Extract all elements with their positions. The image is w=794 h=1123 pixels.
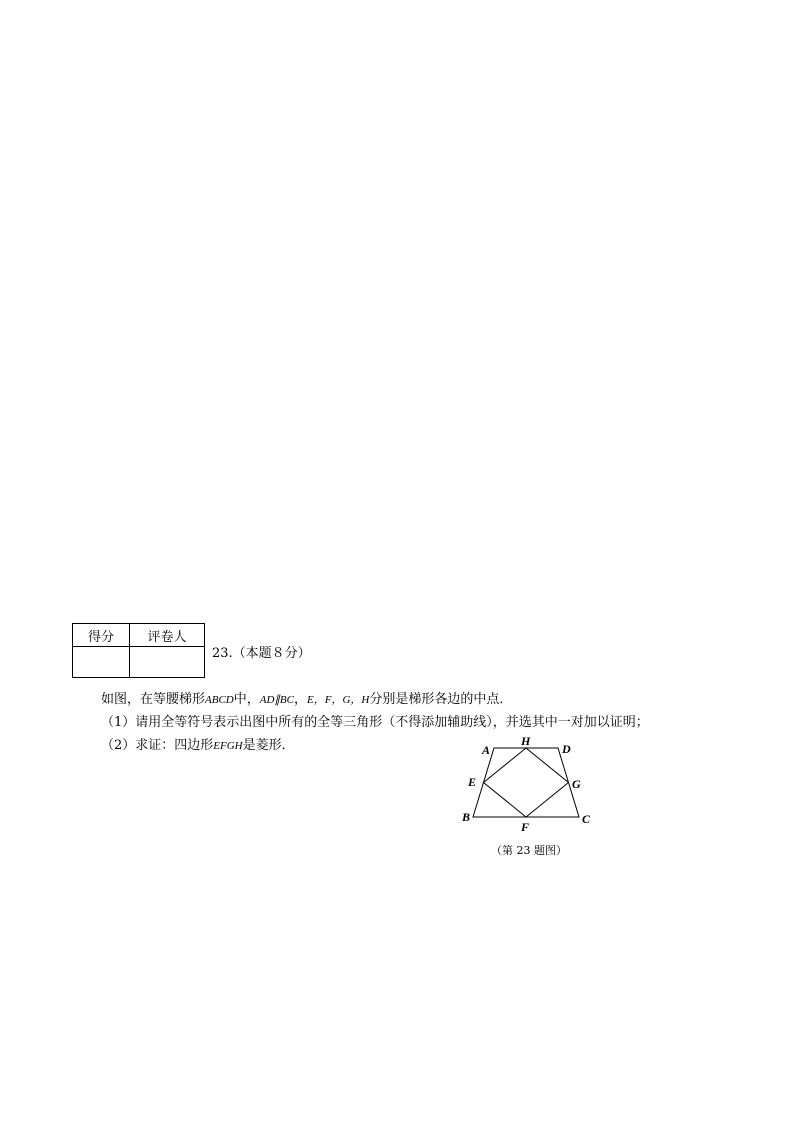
part2-suffix: 是菱形． xyxy=(242,738,295,753)
score-header: 得分 xyxy=(73,624,130,647)
intro-suffix: 分别是梯形各边的中点． xyxy=(369,692,513,707)
label-d: D xyxy=(562,742,571,756)
intro-trapezoid: ABCD xyxy=(205,694,234,706)
trapezoid-abcd xyxy=(473,748,579,817)
rhombus-efgh xyxy=(484,748,569,817)
question-part2 xyxy=(101,734,295,753)
intro-mid: 中， xyxy=(233,692,260,707)
intro-prefix: 如图，在等腰梯形 xyxy=(101,692,206,707)
label-g: G xyxy=(572,777,581,791)
question-part1: （1）请用全等符号表示出图中所有的全等三角形（不得添加辅助线），并选其中一对加以证明； xyxy=(101,715,649,730)
intro-points: E，F，G，H xyxy=(307,694,370,706)
label-f: F xyxy=(521,820,530,834)
intro-comma: ， xyxy=(294,692,308,707)
intro-parallel: AD∥BC xyxy=(259,694,294,706)
score-cell[interactable] xyxy=(73,647,130,678)
figure-caption: （第 23 题图） xyxy=(491,844,567,857)
grader-header: 评卷人 xyxy=(130,624,205,647)
grader-cell[interactable] xyxy=(130,647,205,678)
part2-quad: EFGH xyxy=(213,740,243,752)
score-table xyxy=(72,623,205,678)
label-b: B xyxy=(462,810,471,824)
part2-prefix: （2）求证：四边形 xyxy=(101,738,214,753)
label-a: A xyxy=(482,743,491,757)
trapezoid-figure xyxy=(455,733,605,838)
question-number: 23.（本题８分） xyxy=(212,646,311,661)
label-e: E xyxy=(468,775,477,789)
question-intro xyxy=(101,688,512,707)
label-c: C xyxy=(582,812,591,826)
label-h: H xyxy=(521,734,531,748)
